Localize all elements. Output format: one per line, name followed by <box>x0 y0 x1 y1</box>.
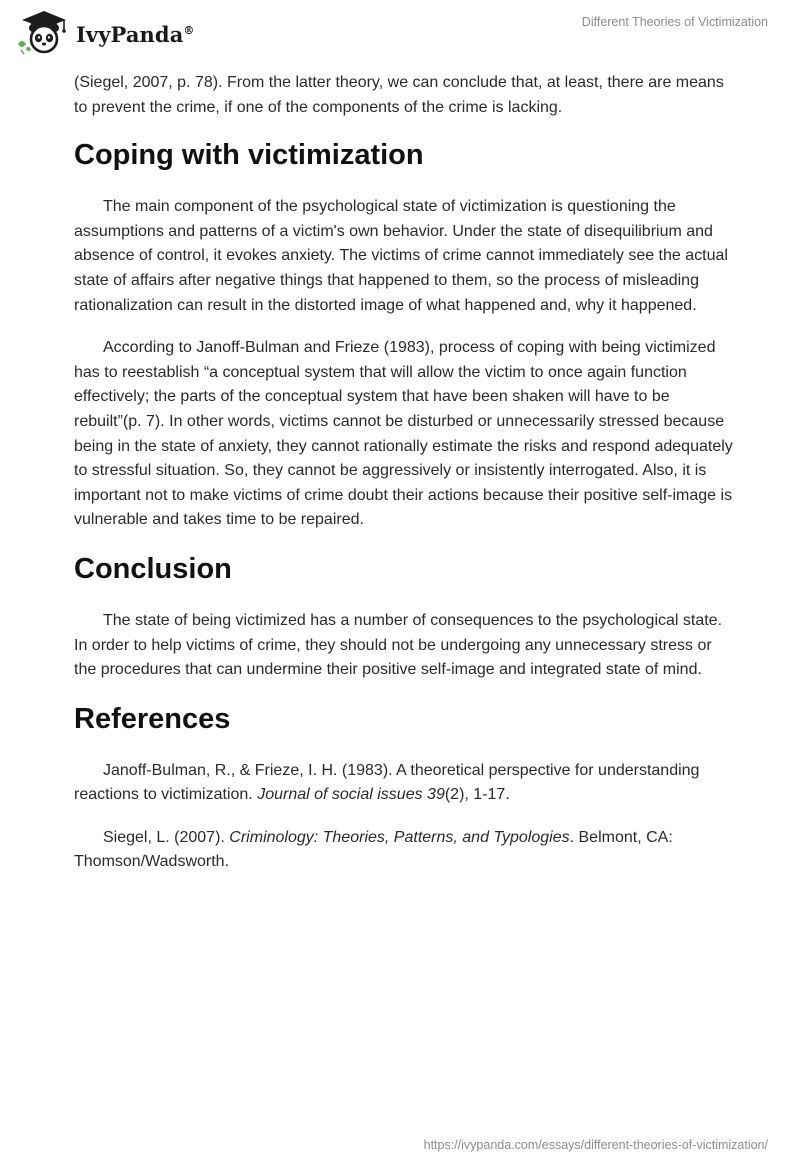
source-url[interactable]: https://ivypanda.com/essays/different-theories-of-victimization/ <box>423 1138 768 1152</box>
coping-paragraph-2: According to Janoff-Bulman and Frieze (1983), process of coping with being victimized has to reestablish “a conceptual system that will allow the victim to once again function effectively; the parts of the conceptual system that have been shaken will have to be rebuilt”(p. 7). In other words, victims cannot be disturbed or unnecessarily stressed because being in the state of anxiety, they cannot rationally estimate the risks and respond adequately to stressful situation. So, they cannot be aggressively or insistently interrogated. Also, it is important not to make victims of crime doubt their actions because their positive self-image is vulnerable and takes time to be repaired. <box>74 339 733 529</box>
brand-logo[interactable] <box>14 8 195 56</box>
reference-text: . Belmont, CA: Thomson/Wadsworth. <box>74 828 673 871</box>
panda-logo-icon <box>14 8 72 56</box>
brand-name: IvyPanda® <box>76 21 195 47</box>
reference-text: Siegel, L. (2007). <box>103 828 230 846</box>
reference-text: (2), 1-17. <box>444 786 510 804</box>
coping-paragraph-1: The main component of the psychological state of victimization is questioning the assumptions and patterns of a victim's own behavior. Under the state of disequilibrium and absence of control, it evokes anxiety. The victims of crime cannot immediately see the actual state of affairs after negative things that happened to them, so the process of misleading rationalization can result in the distorted image of what happened and, why it happened. <box>74 198 728 314</box>
intro-paragraph: (Siegel, 2007, p. 78). From the latter theory, we can conclude that, at least, there are means to prevent the crime, if one of the components of the crime is lacking. <box>74 74 724 116</box>
page-header <box>0 0 800 60</box>
reference-item <box>74 826 734 875</box>
reference-journal: Journal of social issues 39 <box>257 786 445 804</box>
document-title: Different Theories of Victimization <box>581 15 768 29</box>
essay-content <box>74 71 734 893</box>
heading-conclusion: Conclusion <box>74 552 232 585</box>
reference-item <box>74 759 734 808</box>
heading-coping: Coping with victimization <box>74 139 424 172</box>
brand-registered-mark: ® <box>183 23 195 37</box>
conclusion-paragraph: The state of being victimized has a number of consequences to the psychological state. In order to help victims of crime, they should not be undergoing any unnecessary stress or the procedures that can undermine their positive self-image and integrated state of mind. <box>74 611 723 679</box>
reference-book-title: Criminology: Theories, Patterns, and Typologies <box>229 828 570 846</box>
heading-references: References <box>74 702 231 735</box>
reference-text: Janoff-Bulman, R., & Frieze, I. H. (1983). A theoretical perspective for understanding reactions to victimization. <box>74 761 700 804</box>
